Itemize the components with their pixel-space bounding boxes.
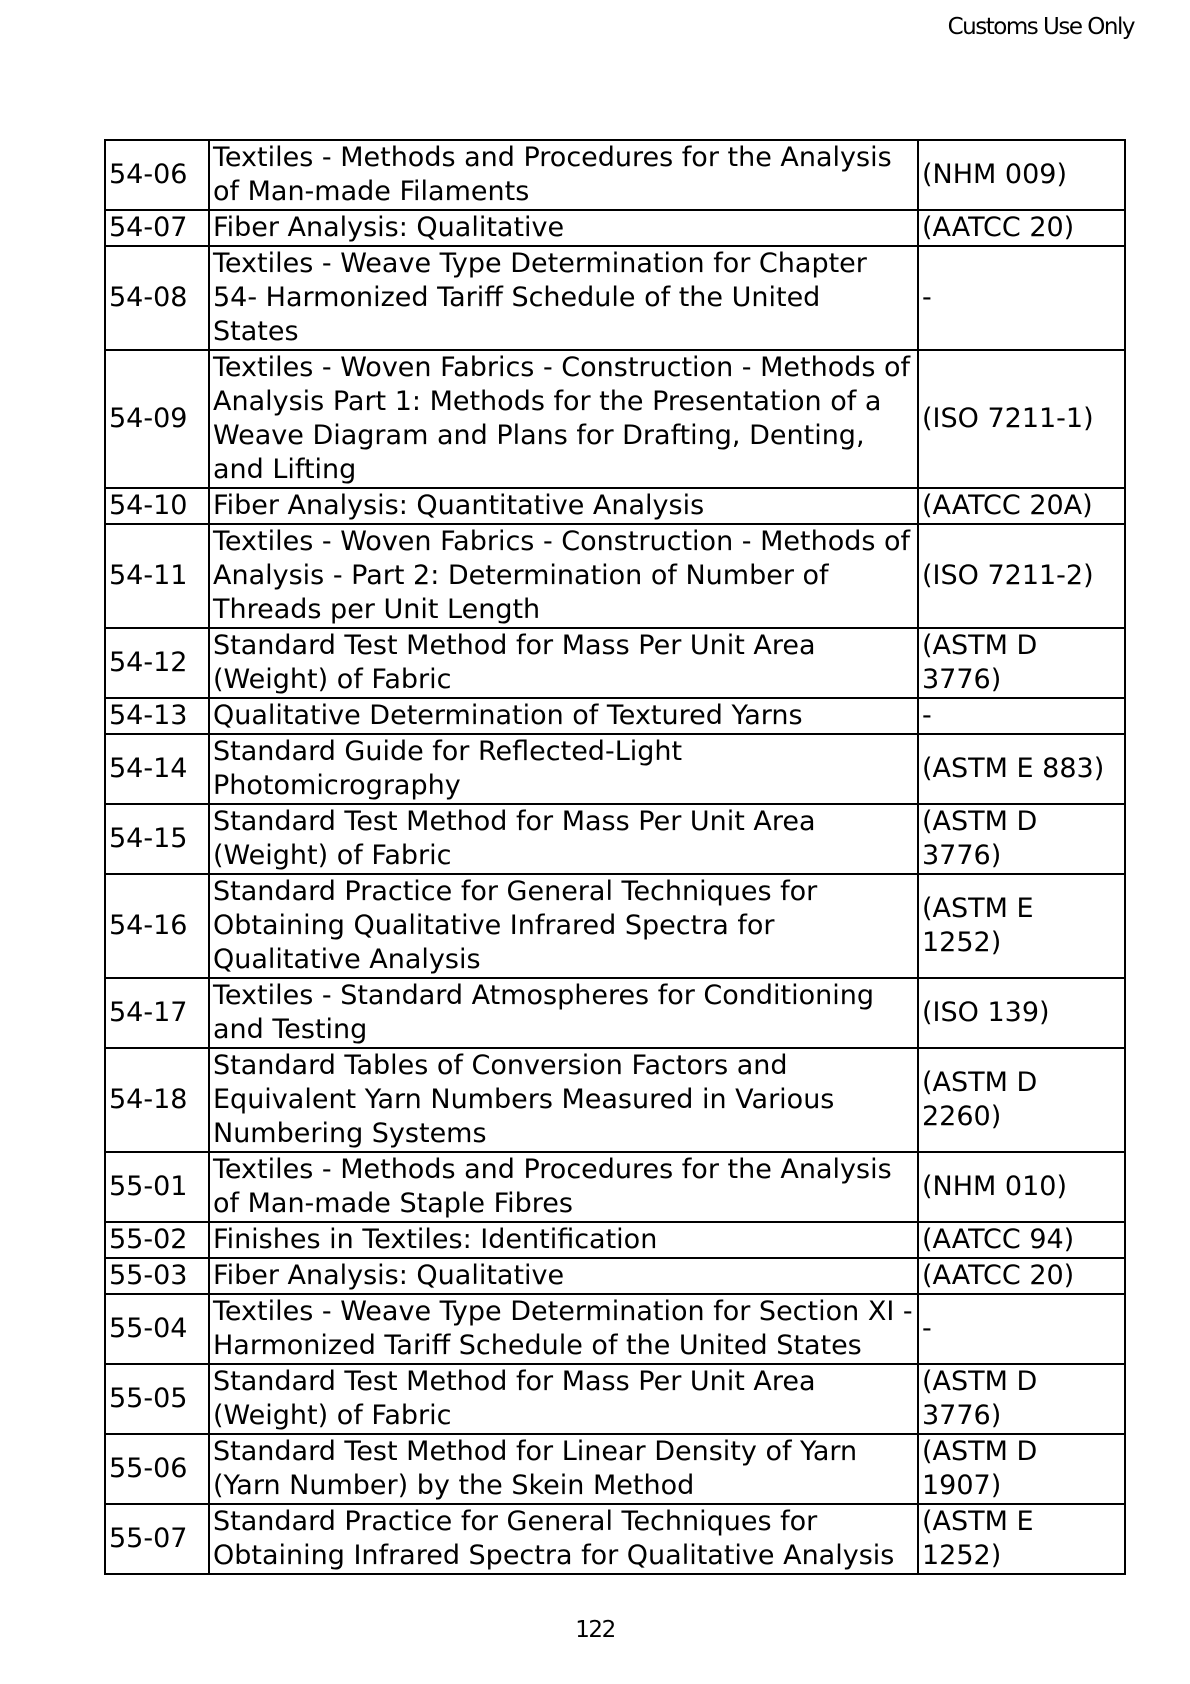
table-row — [105, 874, 1125, 978]
method-code: 54-18 — [105, 1048, 209, 1152]
method-reference: - — [918, 246, 1125, 350]
method-title: Standard Tables of Conversion Factors and Equivalent Yarn Numbers Measured in Various Numbering Systems — [209, 1048, 918, 1152]
method-title: Textiles - Woven Fabrics - Construction - Methods of Analysis Part 1: Methods for the Presentation of a Weave Diagram and Plans for Drafting, Denting, and Lifting — [209, 350, 918, 488]
method-code: 54-11 — [105, 524, 209, 628]
page-number: 122 — [575, 1617, 615, 1643]
method-reference: (AATCC 20) — [918, 210, 1125, 246]
method-reference: (ASTM E 1252) — [918, 874, 1125, 978]
method-title: Fiber Analysis: Qualitative — [209, 1258, 918, 1294]
method-reference: (ISO 7211-2) — [918, 524, 1125, 628]
table-row — [105, 246, 1125, 350]
customs-use-only-note: Customs Use Only — [947, 14, 1134, 40]
method-reference: - — [918, 698, 1125, 734]
method-reference: (ISO 139) — [918, 978, 1125, 1048]
method-code: 54-16 — [105, 874, 209, 978]
method-reference: (ASTM D 1907) — [918, 1434, 1125, 1504]
method-title: Textiles - Methods and Procedures for the Analysis of Man-made Filaments — [209, 140, 918, 210]
table-row — [105, 1152, 1125, 1222]
method-reference: (NHM 010) — [918, 1152, 1125, 1222]
method-code: 55-01 — [105, 1152, 209, 1222]
table-row — [105, 210, 1125, 246]
method-reference: (ASTM D 3776) — [918, 1364, 1125, 1434]
method-code: 55-04 — [105, 1294, 209, 1364]
method-code: 54-17 — [105, 978, 209, 1048]
method-code: 55-05 — [105, 1364, 209, 1434]
table-row — [105, 1048, 1125, 1152]
table-row — [105, 1434, 1125, 1504]
table-row — [105, 1222, 1125, 1258]
method-reference: - — [918, 1294, 1125, 1364]
table-row — [105, 628, 1125, 698]
method-title: Fiber Analysis: Quantitative Analysis — [209, 488, 918, 524]
method-code: 55-03 — [105, 1258, 209, 1294]
method-code: 54-14 — [105, 734, 209, 804]
method-reference: (ASTM E 883) — [918, 734, 1125, 804]
method-title: Standard Guide for Reflected-Light Photomicrography — [209, 734, 918, 804]
method-reference: (AATCC 94) — [918, 1222, 1125, 1258]
method-title: Standard Test Method for Mass Per Unit Area (Weight) of Fabric — [209, 1364, 918, 1434]
method-title: Finishes in Textiles: Identification — [209, 1222, 918, 1258]
method-code: 55-06 — [105, 1434, 209, 1504]
method-code: 55-07 — [105, 1504, 209, 1574]
table-row — [105, 804, 1125, 874]
method-title: Textiles - Standard Atmospheres for Conditioning and Testing — [209, 978, 918, 1048]
test-methods-table — [104, 139, 1126, 1575]
method-title: Standard Test Method for Linear Density of Yarn (Yarn Number) by the Skein Method — [209, 1434, 918, 1504]
method-reference: (ASTM D 3776) — [918, 804, 1125, 874]
method-code: 55-02 — [105, 1222, 209, 1258]
method-reference: (ASTM D 3776) — [918, 628, 1125, 698]
method-reference: (AATCC 20) — [918, 1258, 1125, 1294]
method-title: Standard Practice for General Techniques for Obtaining Qualitative Infrared Spectra for Qualitative Analysis — [209, 874, 918, 978]
method-code: 54-09 — [105, 350, 209, 488]
method-reference: (ASTM D 2260) — [918, 1048, 1125, 1152]
method-code: 54-12 — [105, 628, 209, 698]
table-row — [105, 524, 1125, 628]
method-title: Standard Test Method for Mass Per Unit Area (Weight) of Fabric — [209, 628, 918, 698]
method-code: 54-06 — [105, 140, 209, 210]
method-title: Fiber Analysis: Qualitative — [209, 210, 918, 246]
method-title: Textiles - Methods and Procedures for the Analysis of Man-made Staple Fibres — [209, 1152, 918, 1222]
table-row — [105, 978, 1125, 1048]
table-row — [105, 1364, 1125, 1434]
method-title: Textiles - Weave Type Determination for Chapter 54- Harmonized Tariff Schedule of the United States — [209, 246, 918, 350]
method-title: Qualitative Determination of Textured Yarns — [209, 698, 918, 734]
table-row — [105, 1504, 1125, 1574]
method-reference: (NHM 009) — [918, 140, 1125, 210]
table-row — [105, 1294, 1125, 1364]
method-title: Textiles - Woven Fabrics - Construction - Methods of Analysis - Part 2: Determination of Number of Threads per Unit Length — [209, 524, 918, 628]
method-code: 54-07 — [105, 210, 209, 246]
table-row — [105, 488, 1125, 524]
method-title: Standard Test Method for Mass Per Unit Area (Weight) of Fabric — [209, 804, 918, 874]
table-row — [105, 734, 1125, 804]
table-row — [105, 140, 1125, 210]
method-code: 54-13 — [105, 698, 209, 734]
method-code: 54-10 — [105, 488, 209, 524]
table-row — [105, 698, 1125, 734]
method-code: 54-15 — [105, 804, 209, 874]
method-title: Standard Practice for General Techniques for Obtaining Infrared Spectra for Qualitative Analysis — [209, 1504, 918, 1574]
table-row — [105, 1258, 1125, 1294]
method-reference: (ISO 7211-1) — [918, 350, 1125, 488]
method-reference: (ASTM E 1252) — [918, 1504, 1125, 1574]
method-title: Textiles - Weave Type Determination for Section XI - Harmonized Tariff Schedule of the United States — [209, 1294, 918, 1364]
method-code: 54-08 — [105, 246, 209, 350]
table-row — [105, 350, 1125, 488]
method-reference: (AATCC 20A) — [918, 488, 1125, 524]
